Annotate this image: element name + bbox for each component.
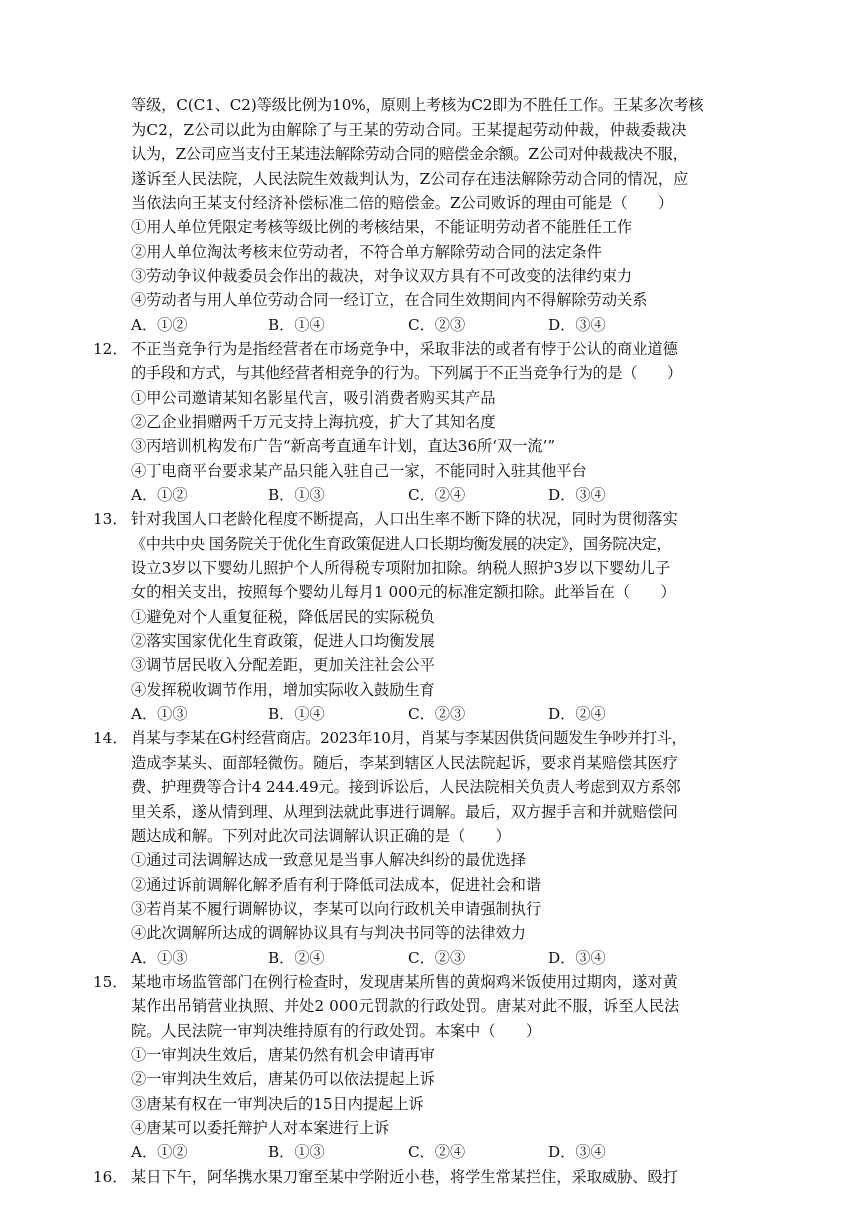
q13-option-b: B．①④ [268, 705, 325, 723]
q11-option-a: A．①② [131, 316, 188, 334]
q14-option-d: D．③④ [548, 949, 606, 967]
q13-item: ④发挥税收调节作用，增加实际收入鼓励生育 [131, 681, 435, 699]
q13-item: ①避免对个人重复征税，降低居民的实际税负 [131, 608, 435, 626]
q14-item: ④此次调解所达成的调解协议具有与判决书同等的法律效力 [131, 924, 526, 942]
q13-option-c: C．②③ [408, 705, 466, 723]
q12-option-c: C．②④ [408, 486, 466, 504]
q15-option-b: B．①③ [268, 1143, 325, 1161]
q13-stem-line: 设立3岁以下婴幼儿照护个人所得税专项附加扣除。纳税人照护3岁以下婴幼儿子 [131, 559, 671, 577]
q14-stem-line: 费、护理费等合计4 244.49元。接到诉讼后，人民法院相关负责人考虑到双方系邻 [131, 778, 681, 796]
q11-stem-line: 认为，Z公司应当支付王某违法解除劳动合同的赔偿金余额。Z公司对仲裁裁决不服， [131, 145, 688, 163]
q13-stem-line: 《中共中央 国务院关于优化生育政策促进人口长期均衡发展的决定》，国务院决定， [131, 535, 672, 553]
q14-option-a: A．①③ [131, 949, 188, 967]
q15-item: ①一审判决生效后，唐某仍然有机会申请再审 [131, 1046, 435, 1064]
q14-stem-line: 造成李某头、面部轻微伤。随后，李某到辖区人民法院起诉，要求肖某赔偿其医疗 [131, 754, 678, 772]
q12-option-b: B．①③ [268, 486, 325, 504]
q11-option-b: B．①④ [268, 316, 325, 334]
q15-stem-line: 某地市场监管部门在例行检查时，发现唐某所售的黄焖鸡米饭使用过期肉，遂对黄 [131, 973, 678, 991]
question-number: 16． [93, 1168, 128, 1186]
q15-item: ③唐某有权在一审判决后的15日内提起上诉 [131, 1095, 424, 1113]
q11-stem-line: 当依法向王某支付经济补偿标准二倍的赔偿金。Z公司败诉的理由可能是（ ） [131, 194, 674, 212]
q11-stem-line: 等级，C(C1、C2)等级比例为10%，原则上考核为C2即为不胜任工作。王某多次考核 [131, 96, 704, 114]
q15-item: ④唐某可以委托辩护人对本案进行上诉 [131, 1119, 390, 1137]
q15-stem-line: 院。人民法院一审判决维持原有的行政处罚。本案中（ ） [131, 1022, 542, 1040]
q11-stem-line: 遂诉至人民法院，人民法院生效裁判认为，Z公司存在违法解除劳动合同的情况，应 [131, 170, 689, 188]
q13-option-d: D．②④ [548, 705, 606, 723]
q15-option-a: A．①② [131, 1143, 188, 1161]
q14-item: ①通过司法调解达成一致意见是当事人解决纠纷的最优选择 [131, 851, 526, 869]
q14-item: ②通过诉前调解化解矛盾有利于降低司法成本，促进社会和谐 [131, 876, 542, 894]
q14-stem-line: 题达成和解。下列对此次司法调解认识正确的是（ ） [131, 827, 511, 845]
q11-option-c: C．②③ [408, 316, 466, 334]
q15-option-d: D．③④ [548, 1143, 606, 1161]
q12-option-d: D．③④ [548, 486, 606, 504]
q14-stem-line: 里关系，遂从情到理、从理到法就此事进行调解。最后，双方握手言和并就赔偿问 [131, 803, 678, 821]
q14-stem-line: 肖某与李某在G村经营商店。2023年10月，肖某与李某因供货问题发生争吵并打斗， [131, 729, 687, 747]
q15-item: ②一审判决生效后，唐某仍可以依法提起上诉 [131, 1070, 435, 1088]
q12-stem-line: 不正当竞争行为是指经营者在市场竞争中，采取非法的或者有悖于公认的商业道德 [131, 340, 678, 358]
q12-item: ④丁电商平台要求某产品只能入驻自己一家，不能同时入驻其他平台 [131, 462, 587, 480]
q11-item: ②用人单位淘汰考核末位劳动者，不符合单方解除劳动合同的法定条件 [131, 243, 602, 261]
q16-stem-line: 某日下午，阿华携水果刀窜至某中学附近小巷，将学生常某拦住，采取威胁、殴打 [131, 1168, 678, 1186]
q13-item: ③调节居民收入分配差距，更加关注社会公平 [131, 656, 435, 674]
question-number: 14． [93, 729, 128, 747]
q14-option-b: B．②④ [268, 949, 325, 967]
q11-option-d: D．③④ [548, 316, 606, 334]
q11-item: ①用人单位凭限定考核等级比例的考核结果，不能证明劳动者不能胜任工作 [131, 218, 633, 236]
q13-option-a: A．①③ [131, 705, 188, 723]
q12-item: ③丙培训机构发布广告“新高考直通车计划，直达36所‘双一流’” [131, 437, 556, 455]
q11-stem-line: 为C2，Z公司以此为由解除了与王某的劳动合同。王某提起劳动仲裁，仲裁委裁决 [131, 121, 687, 139]
q11-item: ③劳动争议仲裁委员会作出的裁决，对争议双方具有不可改变的法律约束力 [131, 267, 633, 285]
question-number: 13． [93, 510, 128, 528]
q14-item: ③若肖某不履行调解协议，李某可以向行政机关申请强制执行 [131, 900, 542, 918]
q12-stem-line: 的手段和方式，与其他经营者相竞争的行为。下列属于不正当竞争行为的是（ ） [131, 364, 682, 382]
q12-item: ①甲公司邀请某知名影星代言，吸引消费者购买其产品 [131, 389, 496, 407]
q11-item: ④劳动者与用人单位劳动合同一经订立，在合同生效期间内不得解除劳动关系 [131, 291, 648, 309]
q13-stem-line: 针对我国人口老龄化程度不断提高，人口出生率不断下降的状况，同时为贯彻落实 [131, 510, 678, 528]
q12-item: ②乙企业捐赠两千万元支持上海抗疫，扩大了其知名度 [131, 413, 496, 431]
q14-option-c: C．②③ [408, 949, 466, 967]
question-number: 15． [93, 973, 128, 991]
q13-stem-line: 女的相关支出，按照每个婴幼儿每月1 000元的标准定额扣除。此举旨在（ ） [131, 583, 676, 601]
question-number: 12． [93, 340, 128, 358]
q12-option-a: A．①② [131, 486, 188, 504]
q15-stem-line: 某作出吊销营业执照、并处2 000元罚款的行政处罚。唐某对此不服，诉至人民法 [131, 997, 680, 1015]
q15-option-c: C．②④ [408, 1143, 466, 1161]
q13-item: ②落实国家优化生育政策，促进人口均衡发展 [131, 632, 435, 650]
